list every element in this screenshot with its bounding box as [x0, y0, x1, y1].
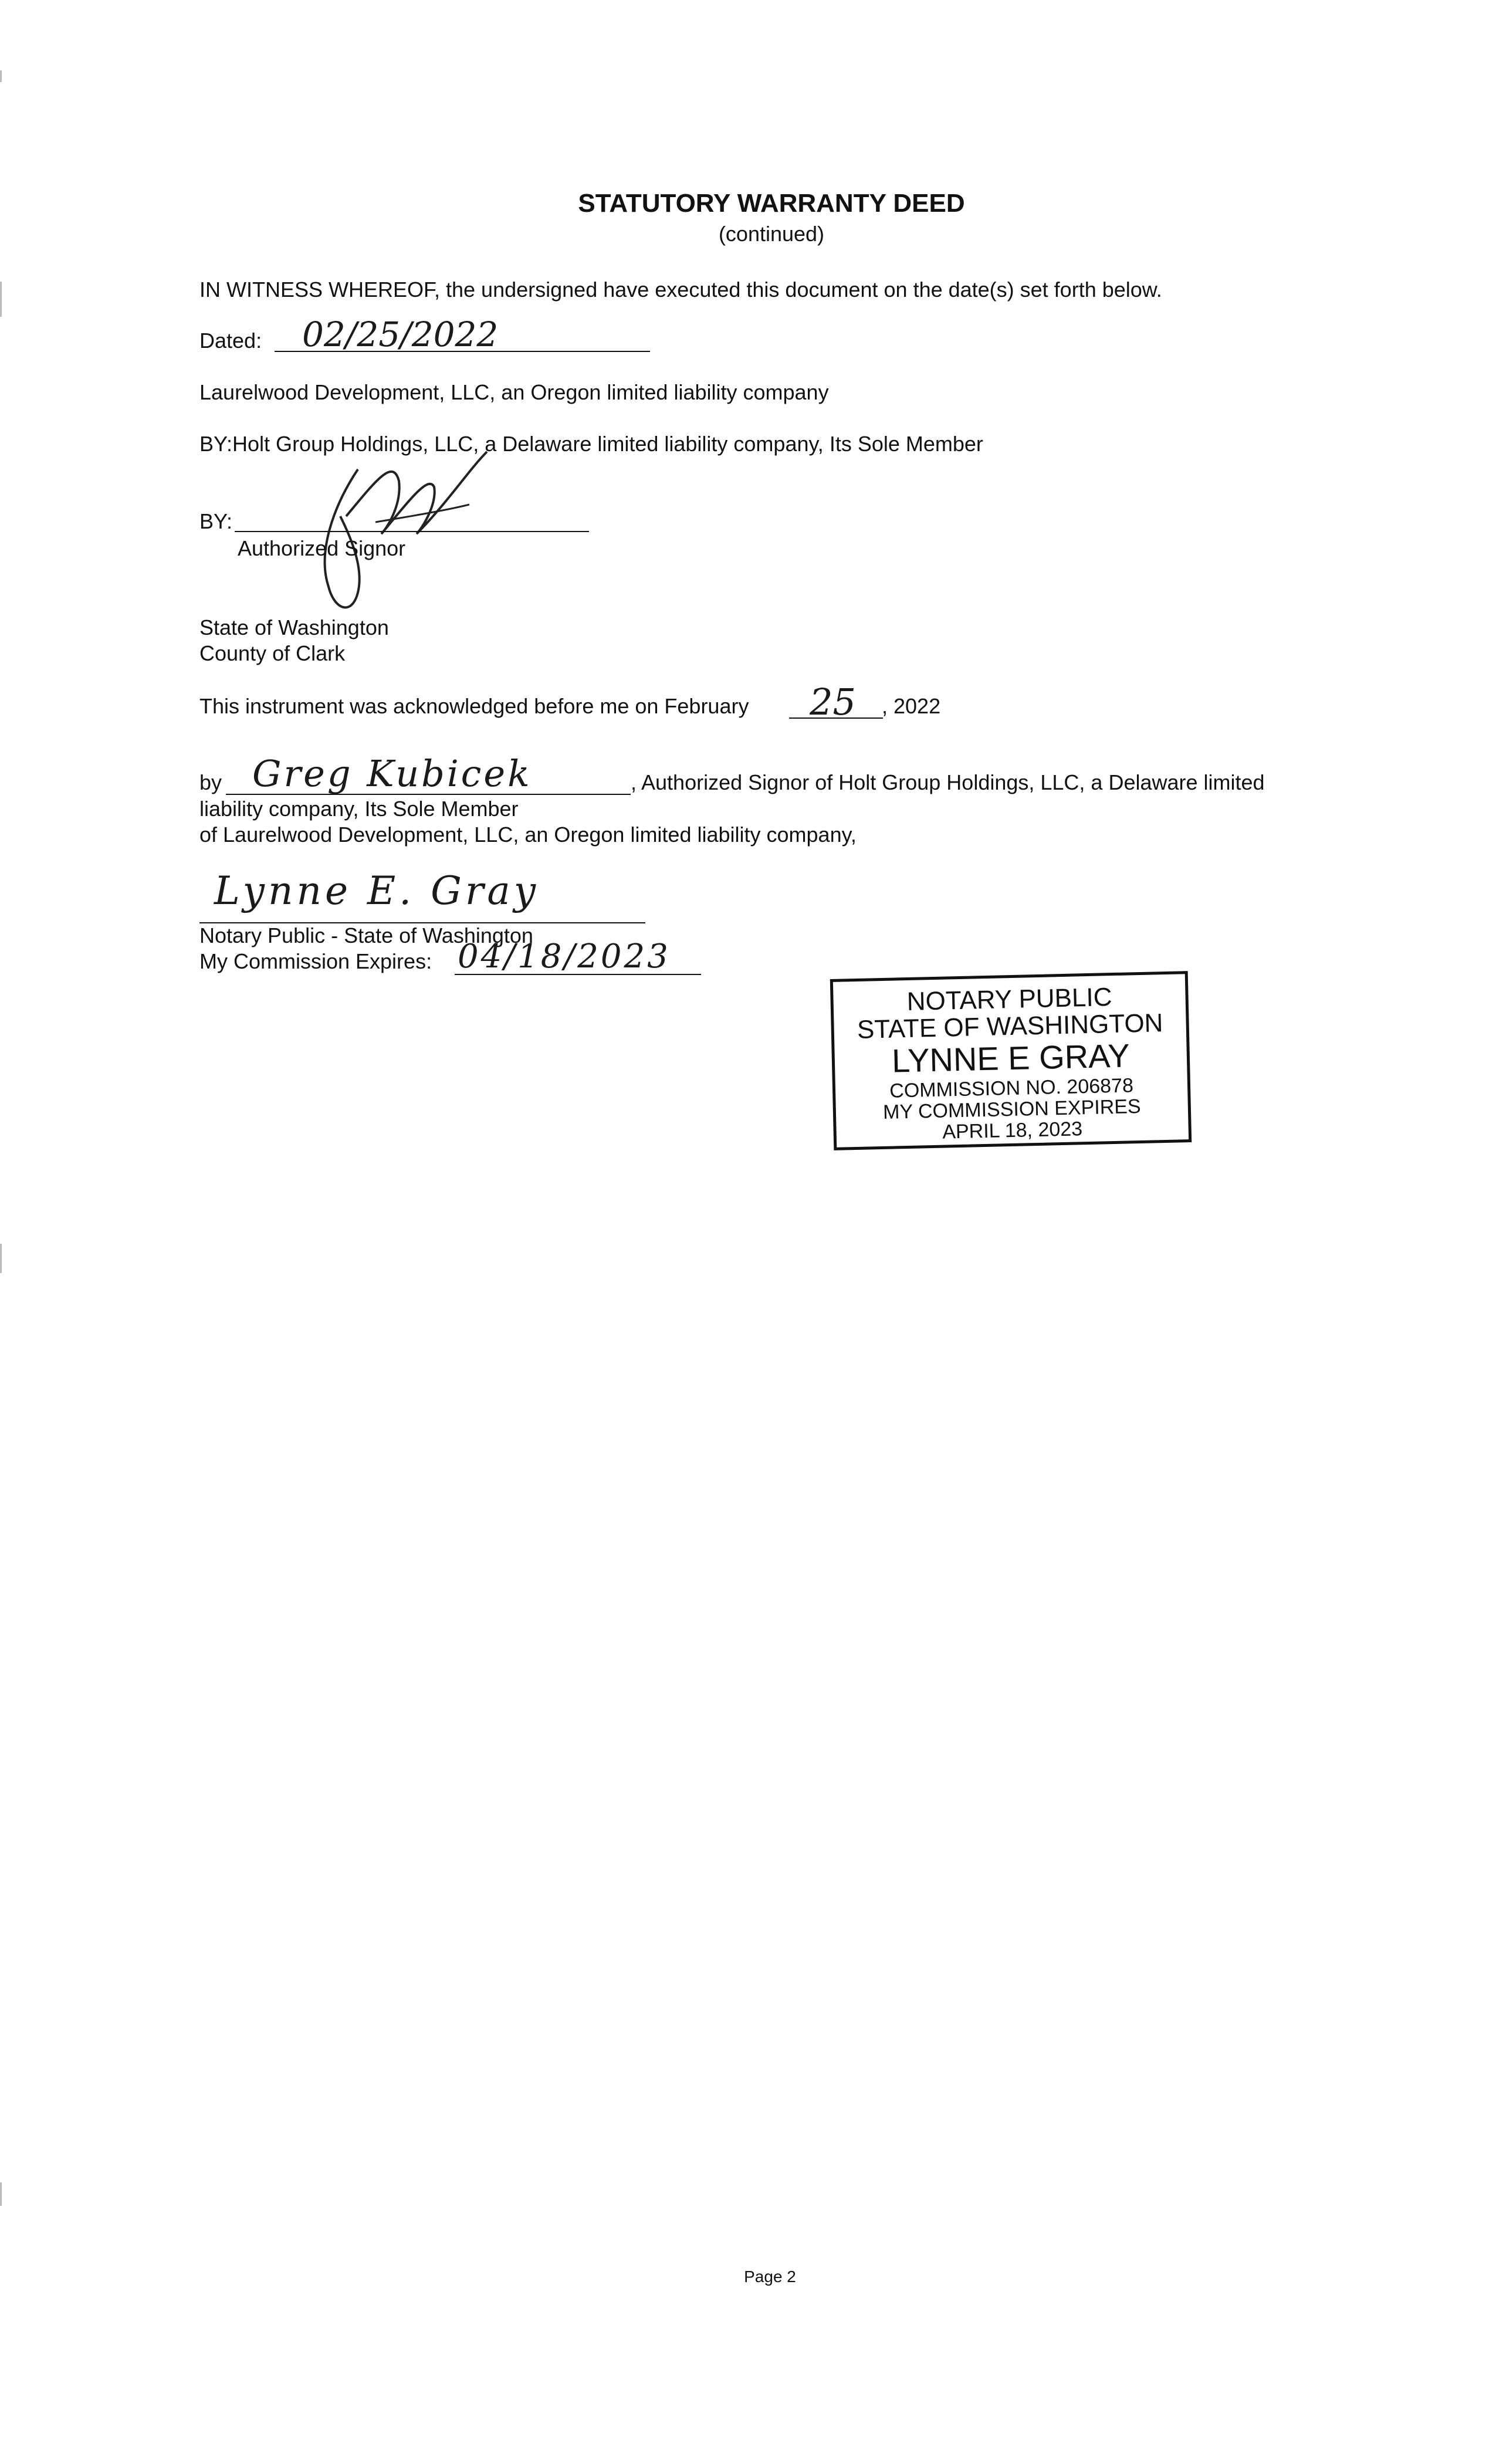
stamp-expires-label: MY COMMISSION EXPIRES — [882, 1095, 1142, 1123]
scan-edge-mark — [0, 282, 2, 317]
page-number: Page 2 — [744, 2267, 796, 2286]
stamp-line-1: NOTARY PUBLIC — [906, 983, 1112, 1016]
notary-title: Notary Public - State of Washington — [199, 923, 533, 947]
grantor-name: Laurelwood Development, LLC, an Oregon limited liability company — [199, 380, 829, 404]
commission-handwritten: 04/18/2023 — [458, 937, 671, 976]
ack-year: , 2022 — [882, 694, 941, 718]
by-holt-line: BY:Holt Group Holdings, LLC, a Delaware limited liability company, Its Sole Member — [199, 432, 983, 456]
ack-line3: of Laurelwood Development, LLC, an Oregon limited liability company, — [199, 823, 857, 847]
state-line: State of Washington — [199, 615, 389, 639]
scan-edge-mark — [0, 2182, 2, 2206]
stamp-commission-no: COMMISSION NO. 206878 — [889, 1074, 1134, 1102]
dated-handwritten: 02/25/2022 — [302, 314, 499, 354]
document-title: STATUTORY WARRANTY DEED — [578, 189, 965, 218]
scan-edge-mark — [0, 1244, 2, 1273]
stamp-expires-date: APRIL 18, 2023 — [942, 1117, 1083, 1143]
dated-label: Dated: — [199, 329, 262, 353]
document-subtitle: (continued) — [718, 222, 825, 246]
notary-stamp — [830, 971, 1192, 1150]
ack-day-handwritten: 25 — [810, 681, 856, 723]
stamp-line-2: STATE OF WASHINGTON — [857, 1008, 1163, 1045]
by-label: BY: — [199, 509, 233, 533]
signature-line — [235, 531, 589, 532]
stamp-notary-name: LYNNE E GRAY — [891, 1037, 1131, 1079]
notary-signature: Lynne E. Gray — [214, 868, 540, 913]
scan-edge-mark — [0, 70, 2, 82]
ack-line1-suffix: , Authorized Signor of Holt Group Holdings, LLC, a Delaware limited — [631, 770, 1265, 794]
county-line: County of Clark — [199, 641, 346, 665]
authorized-signor-label: Authorized Signor — [238, 536, 406, 560]
ack-prefix: This instrument was acknowledged before me on February — [199, 694, 749, 718]
witness-clause: IN WITNESS WHEREOF, the undersigned have executed this document on the date(s) set forth below. — [199, 277, 1162, 302]
ack-line2: liability company, Its Sole Member — [199, 797, 519, 821]
by-prefix: by — [199, 770, 222, 794]
commission-label: My Commission Expires: — [199, 949, 432, 973]
signer-name-handwritten: Greg Kubicek — [252, 752, 532, 795]
